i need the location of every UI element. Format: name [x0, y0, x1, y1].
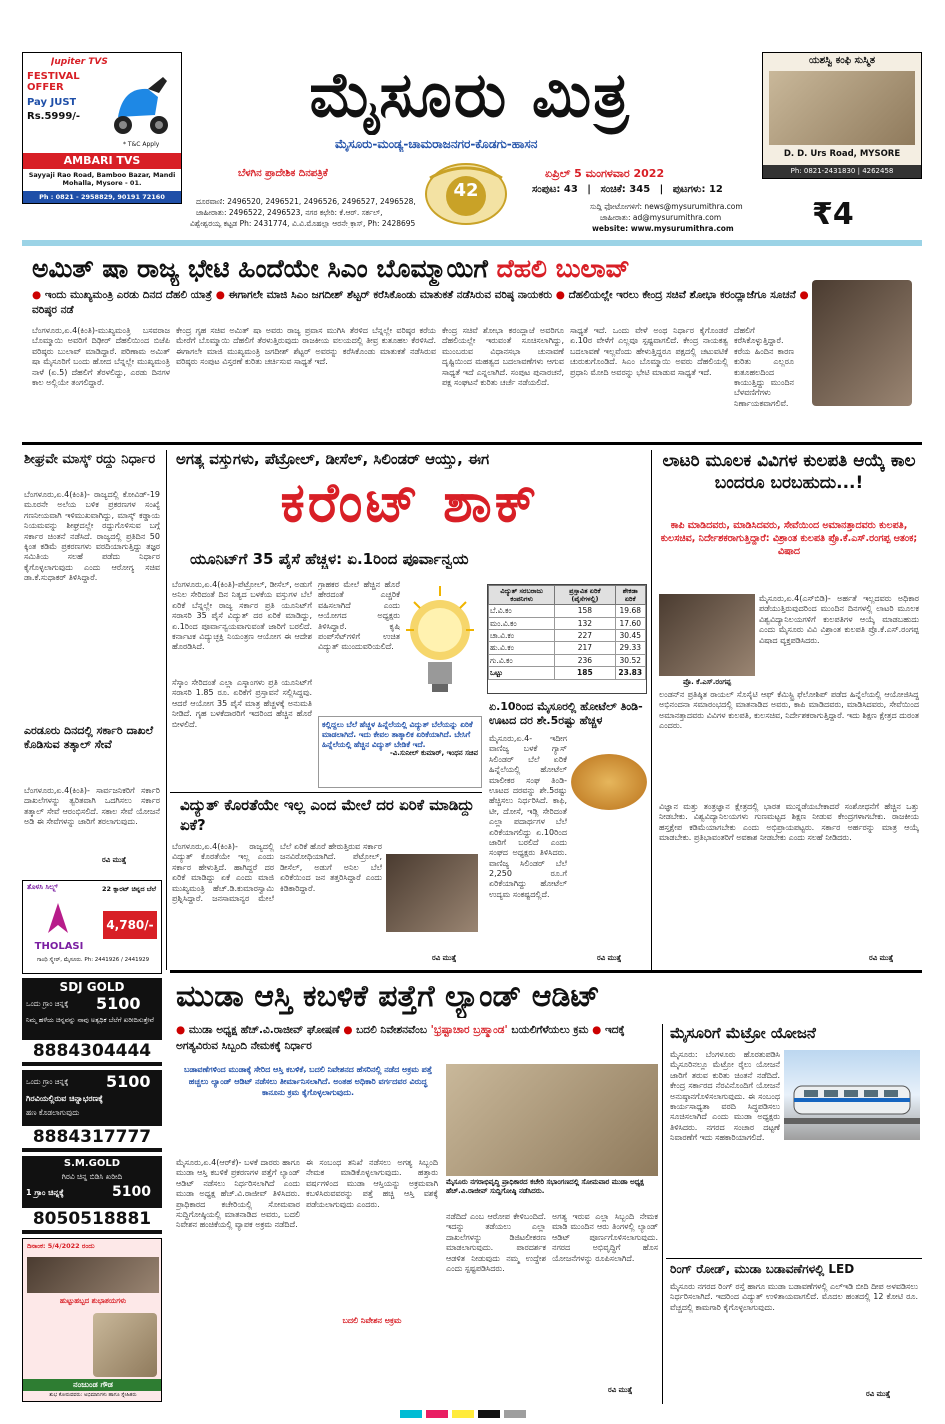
tariff-col-proposed: ಪ್ರಸ್ತಾವಿತ ಏರಿಕೆ (ಪೈಸೆಗಳಲ್ಲಿ): [555, 586, 615, 605]
tvs-ad[interactable]: [22, 52, 182, 204]
volume: ಸಂಪುಟ: 43: [532, 184, 578, 195]
tariff-header-row: [489, 586, 646, 605]
anniversary-number: 42: [453, 180, 479, 201]
giravi-ad[interactable]: [22, 1070, 162, 1152]
lead-headline-black: ಅಮಿತ್ ಷಾ ರಾಜ್ಯ ಭೇಟಿ ಹಿಂದೆಯೇ ಸಿಎಂ ಬೊಮ್ಮಾಯಿಗೆ: [32, 254, 488, 283]
hotel-headline: ಏ.10ರಿಂದ ಮೈಸೂರಲ್ಲಿ ಹೋಟೆಲ್ ತಿಂಡಿ-ಊಟದ ದರ ಶೇ.5ರಷ್ಟು ಹೆಚ್ಚಳ: [489, 700, 643, 728]
hdk-byline: ರವಿ ಮುತ್ತೈ: [432, 954, 457, 962]
table-row: [489, 667, 646, 679]
yashasvi-phone: Ph: 0821-2431830 | 4262458: [763, 165, 921, 178]
muda-bullet-2-red: 'ಭ್ರಷ್ಟಾಚಾರ ಬ್ರಹ್ಮಾಂಡ': [430, 1024, 508, 1036]
dealer-phone: Ph : 0821 - 2958829, 90191 72160: [23, 191, 181, 203]
bulb-image: [400, 582, 480, 708]
lead-col-1: ಬೆಂಗಳೂರು,ಏ.4(ಕಿಂತಿ)-ಮುಖ್ಯಮಂತ್ರಿ ಬಸವರಾಜ ಬೊಮ್ಮಾಯಿ ಅವರಿಗೆ ದಿಢೀರ್ ದೆಹಲಿಯಿಂದ ಬಿಜೆಪಿ ವರಿಷ್ಠರು ಬುಲಾವ್ ಮಾಡಿದ್ದಾರೆ. ಪರಿಣಾಮ ಅಮಿತ್ ಷಾ ಮೈಸೂರಿಗೆ ಬಂದು ಹೋದ ಬೆನ್ನಲ್ಲೇ ಮುಖ್ಯಮಂತ್ರಿ ನಾಳೆ (ಏ.5) ದೆಹಲಿಗೆ ತೆರಳಲಿದ್ದು, ಎರಡು ದಿನಗಳ ಕಾಲ ಅಲ್ಲಿಯೇ ತಂಗಲಿದ್ದಾರೆ.: [32, 326, 170, 387]
price: ₹4: [812, 197, 854, 232]
muda-bullet-3: ● ಇದಕ್ಕೆ ಅಗತ್ಯವಿರುವ ಸಿಬ್ಬಂದಿ ನೇಮಕಕ್ಕೆ ನಿರ್ಧಾರ: [176, 1024, 625, 1052]
ringroad-headline: ರಿಂಗ್ ರೋಡ್, ಮುಡಾ ಬಡಾವಣೆಗಳಲ್ಲಿ LED: [670, 1262, 855, 1276]
mask-body: ಬೆಂಗಳೂರು,ಏ.4(ಕಿಂತಿ)- ರಾಜ್ಯದಲ್ಲಿ ಕೋವಿಡ್-19 ಮೂರನೇ ಅಲೆಯ ಬಳಿಕ ಪ್ರಕರಣಗಳ ಸಂಖ್ಯೆ ಗಣನೀಯವಾಗಿ ಇಳಿಮುಖವಾಗಿದ್ದು, ಮಾಸ್ಕ್ ಕಡ್ಡಾಯ ನಿಯಮವನ್ನು ಶೀಘ್ರದಲ್ಲೇ ರದ್ದುಗೊಳಿಸುವ ಬಗ್ಗೆ ಸರ್ಕಾರ ಚಿಂತನೆ ನಡೆಸಿದೆ. ರಾಜ್ಯದಲ್ಲಿ ಪ್ರತಿದಿನ 50 ಕ್ಕಿಂತ ಕಡಿಮೆ ಪ್ರಕರಣಗಳು ವರದಿಯಾಗುತ್ತಿದ್ದು ತಜ್ಞರ ಸಮಿತಿಯ ಸಲಹೆ ಪಡೆದು ನಿರ್ಧಾರ ಕೈಗೊಳ್ಳಲಾಗುವುದು ಎಂದು ಆರೋಗ್ಯ ಸಚಿವ ಡಾ.ಕೆ.ಸುಧಾಕರ್ ತಿಳಿಸಿದ್ದಾರೆ.: [24, 490, 160, 583]
lottery-sub: ಕಾಪಿ ಮಾಡಿದವರು, ಮಾಡಿಸಿದವರು, ಸೇವೆಯಿಂದ ಅಮಾನತ್ತಾದವರು ಕುಲಪತಿ, ಕುಲಸಚಿವ, ನಿರ್ದೇಶಕರಾಗುತ್ತಿದ್ದಾರೆ: ವಿಶ್ರಾಂತ ಕುಲಪತಿ ಪ್ರೊ.ಕೆ.ಎಸ್.ರಂಗಪ್ಪ ಆತಂಕ; ವಿಷಾದ: [660, 520, 918, 557]
masthead-rule: [22, 240, 922, 246]
ringroad-byline: ರವಿ ಮುತ್ತೈ: [866, 1390, 891, 1398]
metro-image: [784, 1050, 920, 1140]
tholasi-price: 4,780/-: [103, 911, 157, 939]
scooter-image: [103, 67, 177, 141]
sdj-ad[interactable]: [22, 978, 162, 1066]
muda-story: [170, 976, 660, 1406]
anniversary-emblem: [420, 158, 512, 228]
yashasvi-name: ಯಶಸ್ವಿ ಕಂಫಿ ಸುಸ್ಮಿತ: [808, 55, 876, 66]
hdk-headline: ವಿದ್ಯುತ್ ಕೊರತೆಯೇ ಇಲ್ಲ ಎಂದ ಮೇಲೆ ದರ ಏರಿಕೆ ಮಾಡಿದ್ದು ಏಕೆ?: [180, 796, 475, 834]
muda-col-4: ಅಗತ್ಯ ಇರುವ ಎಲ್ಲಾ ಸಿಬ್ಬಂದಿ ನೇಮಕ ಮಾಡಿ ಮುಂದಿನ ಆರು ತಿಂಗಳಲ್ಲಿ ಲ್ಯಾಂಡ್ ಆಡಿಟ್ ಪೂರ್ಣಗೊಳಿಸಲಾಗುವುದು. ನಗರದ ಅಭಿವೃದ್ಧಿಗೆ ಹೊಸ ಯೋಜನೆಗಳನ್ನು ರೂಪಿಸಲಾಗಿದೆ.: [552, 1212, 658, 1263]
hotel-story: [487, 698, 647, 966]
regions: ಮೈಸೂರು-ಮಂಡ್ಯ-ಚಾಮರಾಜನಗರ-ಕೊಡಗು-ಹಾಸನ: [335, 137, 538, 151]
dosa-image: [571, 754, 647, 810]
phones-2: ಜಾಹೀರಾತು: 2496522, 2496523, ನಗರ ಕಛೇರಿ: ಕೆ.ಆರ್. ಸರ್ಕಲ್,: [196, 208, 383, 217]
muda-bullet-2: ● ಬದಲಿ ನಿವೇಶನವೆಂಬ: [343, 1024, 427, 1036]
website[interactable]: website: www.mysurumithra.com: [592, 224, 734, 233]
lead-bullet-1: ● ಇಂದು ಮುಖ್ಯಮಂತ್ರಿ ಎರಡು ದಿನದ ದೆಹಲಿ ಯಾತ್ರೆ: [32, 289, 212, 301]
table-cell: 19.68: [615, 605, 645, 617]
table-cell: 17.60: [615, 617, 645, 629]
birthday-photos: [27, 1257, 159, 1293]
date-line: ಏಪ್ರಿಲ್ 5 ಮಂಗಳವಾರ 2022: [545, 167, 665, 180]
table-cell: 185: [555, 667, 615, 679]
hdk-body: ಬೆಂಗಳೂರು,ಏ.4(ಕಿಂತಿ)- ರಾಜ್ಯದಲ್ಲಿ ವಿದ್ಯುತ್ ಕೊರತೆಯೇ ಇಲ್ಲ ಎಂದು ಸರ್ಕಾರ ಹೇಳುತ್ತಿದೆ. ಹಾಗಿದ್ದರೆ ದರ ಏರಿಕೆ ಮಾಡಿದ್ದು ಏಕೆ ಎಂದು ಮಾಜಿ ಮುಖ್ಯಮಂತ್ರಿ ಹೆಚ್.ಡಿ.ಕುಮಾರಸ್ವಾಮಿ ಪ್ರಶ್ನಿಸಿದ್ದಾರೆ. ಜನಸಾಮಾನ್ಯರ ಮೇಲೆ ಬೆಲೆ ಏರಿಕೆ ಹೊರೆ ಹೇರುತ್ತಿರುವ ಸರ್ಕಾರ ಜನವಿರೋಧಿಯಾಗಿದೆ. ಪೆಟ್ರೋಲ್, ಡೀಸೆಲ್, ಅಡುಗೆ ಅನಿಲ ಬೆಲೆ ಏರಿಕೆಯಿಂದ ಜನ ತತ್ತರಿಸಿದ್ದಾರೆ ಎಂದು ಕಿಡಿಕಾರಿದ್ದಾರೆ.: [172, 842, 382, 903]
muda-bullet-2-end: ಬಯಲಿಗೆಳೆಯಲು ಕ್ರಮ: [511, 1024, 589, 1036]
muda-press-photo: [446, 1064, 658, 1176]
email-news[interactable]: ಸುದ್ದಿ ಫೋಟೋಗಳಿಗೆ: news@mysurumithra.com: [590, 202, 743, 211]
power-quote: [318, 716, 482, 788]
tagline: ಬೆಳಗಿನ ಪ್ರಾದೇಶಿಕ ದಿನಪತ್ರಿಕೆ: [238, 168, 328, 179]
muda-col-1: ಮೈಸೂರು,ಏ.4(ಆರ್‌ಕೆ)- ಬಳಕೆ ದಾರರು ಹಾಗೂ ಮುಡಾ ಆಸ್ತಿ ಕಬಳಿಕೆ ಪ್ರಕರಣಗಳ ಪತ್ತೆಗೆ ಲ್ಯಾಂಡ್ ಆಡಿಟ್ ನಡೆಸಲು ನಿರ್ಧರಿಸಲಾಗಿದೆ ಎಂದು ಮುಡಾ ಅಧ್ಯಕ್ಷ ಹೆಚ್.ವಿ.ರಾಜೀವ್ ತಿಳಿಸಿದರು. ಪ್ರಾಧಿಕಾರದ ಕಚೇರಿಯಲ್ಲಿ ಸೋಮವಾರ ಸುದ್ದಿಗೋಷ್ಠಿಯಲ್ಲಿ ಮಾತನಾಡಿದ ಅವರು, ಬದಲಿ ನಿವೇಶನ ಹಂಚಿಕೆಯಲ್ಲಿ ವ್ಯಾಪಕ ಅಕ್ರಮ ನಡೆದಿದೆ.: [176, 1158, 300, 1230]
power-sub: ಯೂನಿಟ್‌ಗೆ 35 ಪೈಸೆ ಹೆಚ್ಚಳ: ಏ.1ರಿಂದ ಪೂರ್ವಾನ್ವಯ: [190, 550, 469, 568]
giravi-phone[interactable]: 8884317777: [22, 1126, 162, 1148]
left-byline: ರವಿ ಮುತ್ತೈ: [102, 856, 127, 864]
table-row: [489, 617, 646, 629]
table-cell: 217: [555, 642, 615, 654]
muda-bullets: [176, 1022, 660, 1055]
lead-bullet-3: ● ದೆಹಲಿಯಲ್ಲೇ ಇರಲು ಕೇಂದ್ರ ಸಚಿವೆ ಶೋಭಾ ಕರಂದ್ಲಾಜೆಗೂ ಸೂಚನೆ: [556, 289, 796, 301]
birthday-footer: ಶುಭ ಕೋರುವವರು: ಅಭಿಮಾನಿಗಳು ಹಾಗೂ ಸ್ನೇಹಿತರು: [49, 1392, 137, 1398]
tatkal-headline: ಎರಡೂರು ದಿನದಲ್ಲಿ ಸರ್ಕಾರಿ ದಾಖಲೆ ಕೊಡಿಸುವ ತತ್ಕಾಲ್ ಸೇವೆ: [24, 724, 154, 752]
lead-headline-red: ದೆಹಲಿ ಬುಲಾವ್: [496, 254, 630, 283]
lottery-col-1: ಮೈಸೂರು,ಏ.4(ಎಸ್‌ಬಿಡಿ)- ಅರ್ಹತೆ ಇಲ್ಲದವರು ಅಧಿಕಾರ ಪಡೆಯುತ್ತಿರುವುದರಿಂದ ಮುಂದಿನ ದಿನಗಳಲ್ಲಿ ಲಾಟರಿ ಮೂಲಕ ವಿಶ್ವವಿದ್ಯಾನಿಲಯಗಳಿಗೆ ಕುಲಪತಿಗಳ ಆಯ್ಕೆ ಮಾಡಬಹುದು ಎಂದು ಮೈಸೂರು ವಿವಿ ವಿಶ್ರಾಂತ ಕುಲಪತಿ ಪ್ರೊ.ಕೆ.ಎಸ್.ರಂಗಪ್ಪ ವಿಷಾದ ವ್ಯಕ್ತಪಡಿಸಿದರು.: [759, 594, 919, 645]
giravi-line2: ಗಿರವಿಯಲ್ಲಿರುವ ಚಿನ್ನಾಭರಣಕ್ಕೆ: [26, 1094, 103, 1103]
tholasi-name: THOLASI: [34, 941, 84, 952]
lottery-col-2: ಲಂಡನ್‌ನ ಪ್ರತಿಷ್ಠಿತ ರಾಯಲ್ ಸೊಸೈಟಿ ಆಫ್ ಕೆಮಿಸ್ಟ್ರಿ ಫೆಲೋಶಿಪ್ ಪಡೆದ ಹಿನ್ನೆಲೆಯಲ್ಲಿ ಆಯೋಜಿಸಿದ್ದ ಅಭಿನಂದನಾ ಸಮಾರಂಭದಲ್ಲಿ ಮಾತನಾಡಿದ ಅವರು, ಕಾಪಿ ಮಾಡಿದವರು, ಮಾಡಿಸಿದವರು, ಸೇವೆಯಿಂದ ಅಮಾನತ್ತಾದವರು ವಿವಿಗಳ ಕುಲಪತಿ, ಕುಲಸಚಿವ, ನಿರ್ದೇಶಕರಾಗುತ್ತಿದ್ದಾರೆ. ಇದು ಶಿಕ್ಷಣ ಕ್ಷೇತ್ರದ ದುರಂತ ಎಂದರು.: [659, 690, 919, 731]
tariff-col-percent: ಶೇಕಡಾ ಏರಿಕೆ: [615, 586, 645, 605]
issue: ಸಂಚಿಕೆ: 345: [600, 184, 651, 195]
table-cell: 158: [555, 605, 615, 617]
muda-col-2: ಈ ಸಂಬಂಧ ತನಿಖೆ ನಡೆಸಲು ಅಗತ್ಯ ಸಿಬ್ಬಂದಿ ನೇಮಕ ಮಾಡಿಕೊಳ್ಳಲಾಗುವುದು. ಹತ್ತಾರು ವರ್ಷಗಳಿಂದ ಮುಡಾ ಆಸ್ತಿಯನ್ನು ಅಕ್ರಮವಾಗಿ ಕಬಳಿಸಿರುವವರನ್ನು ಪತ್ತೆ ಹಚ್ಚಿ ಆಸ್ತಿ ವಶಕ್ಕೆ ಪಡೆಯಲಾಗುವುದು ಎಂದರು.: [306, 1158, 438, 1209]
muda-photo-caption: ಮೈಸೂರು ನಗರಾಭಿವೃದ್ಧಿ ಪ್ರಾಧಿಕಾರದ ಕಚೇರಿ ಸಭಾಂಗಣದಲ್ಲಿ ಸೋಮವಾರ ಮುಡಾ ಅಧ್ಯಕ್ಷ ಹೆಚ್.ವಿ.ರಾಜೀವ್ ಸುದ್ದಿಗೋಷ್ಠಿ ನಡೆಸಿದರು.: [446, 1178, 644, 1196]
tariff-table: [487, 584, 647, 694]
rangappa-photo: [659, 594, 755, 676]
muda-headline: ಮುಡಾ ಆಸ್ತಿ ಕಬಳಿಕೆ ಪತ್ತೆಗೆ ಲ್ಯಾಂಡ್ ಆಡಿಟ್: [176, 979, 600, 1014]
smgold-price: 5100: [112, 1184, 151, 1200]
yashasvi-ad[interactable]: [762, 52, 922, 179]
table-cell: 236: [555, 654, 615, 666]
birthday-line1: ದಿನಾಂಕ: 5/4/2022 ರಂದು: [27, 1242, 95, 1250]
lead-col-5: ದೆಹಲಿಗೆ ಕರೆಸಿಕೊಳ್ಳುತ್ತಿದ್ದಾರೆ. ಕರೆಯ ಹಿಂದಿನ ಕಾರಣ ಕುರಿತು ಎಲ್ಲರೂ ಕುತೂಹಲದಿಂದ ಕಾಯುತ್ತಿದ್ದು ಮುಂದಿನ ಬೆಳವಣಿಗೆಗಳು ನಿರ್ಣಾಯಕವಾಗಲಿವೆ.: [734, 326, 794, 408]
tvs-brand: Jupiter TVS: [51, 57, 108, 67]
giravi-line3: ಹಣ ಕೊಡಲಾಗುವುದು: [26, 1108, 80, 1117]
smgold-phone[interactable]: 8050518881: [22, 1208, 162, 1230]
tholasi-logo: [33, 899, 83, 939]
rule-2: [170, 970, 922, 973]
table-cell: ಮಂ.ವಿ.ಕಂ: [489, 617, 555, 629]
hotel-byline: ರವಿ ಮುತ್ತೈ: [597, 954, 622, 962]
lead-bullets: [32, 288, 912, 318]
table-cell: ಒಟ್ಟು: [489, 667, 555, 679]
table-row: [489, 654, 646, 666]
masthead: [0, 0, 945, 250]
power-headline: ಕರೆಂಟ್ ಶಾಕ್: [280, 472, 540, 532]
ringroad-story: [666, 1262, 922, 1404]
power-col-1: ಬೆಂಗಳೂರು,ಏ.4(ಕಿಂತಿ)-ಪೆಟ್ರೋಲ್, ಡೀಸೆಲ್, ಅಡುಗೆ ಅನಿಲ ಸೇರಿದಂತೆ ದಿನ ನಿತ್ಯದ ಬಳಕೆಯ ವಸ್ತುಗಳ ಬೆಲೆ ಏರಿಕೆ ಬೆನ್ನಲ್ಲೇ ರಾಜ್ಯ ಸರ್ಕಾರ ಪ್ರತಿ ಯೂನಿಟ್‌ಗೆ ಸರಾಸರಿ 35 ಪೈಸೆ ವಿದ್ಯುತ್ ದರ ಏರಿಕೆ ಮಾಡಿದ್ದು, ಏ.1ರಿಂದ ಪೂರ್ವಾನ್ವಯವಾಗುವಂತೆ ಜಾರಿಗೆ ಬರಲಿದೆ. ಕರ್ನಾಟಕ ವಿದ್ಯುಚ್ಛಕ್ತಿ ನಿಯಂತ್ರಣ ಆಯೋಗ ಈ ಆದೇಶ ಹೊರಡಿಸಿದೆ.: [172, 580, 312, 652]
lead-story: [22, 250, 922, 440]
table-row: [489, 605, 646, 617]
table-cell: 29.33: [615, 642, 645, 654]
building-image: [769, 71, 915, 145]
metro-body: ಮೈಸೂರು: ಬೆಂಗಳೂರು ಹೊರತುಪಡಿಸಿ ಮೈಸೂರಿನಲ್ಲೂ ಮೆಟ್ರೋ ರೈಲು ಯೋಜನೆ ಜಾರಿಗೆ ತರುವ ಕುರಿತು ಚಿಂತನೆ ನಡೆದಿದೆ. ಕೇಂದ್ರ ಸರ್ಕಾರದ ನೆರವಿನೊಂದಿಗೆ ಯೋಜನೆ ಅನುಷ್ಠಾನಗೊಳಿಸಲಾಗುವುದು. ಈ ಸಂಬಂಧ ಕಾರ್ಯಸಾಧ್ಯತಾ ವರದಿ ಸಿದ್ಧಪಡಿಸಲು ಸೂಚಿಸಲಾಗಿದೆ ಎಂದು ಮುಡಾ ಅಧ್ಯಕ್ಷರು ತಿಳಿಸಿದರು. ನಗರದ ಸಂಚಾರ ದಟ್ಟಣೆ ನಿವಾರಣೆಗೆ ಇದು ಸಹಕಾರಿಯಾಗಲಿದೆ.: [670, 1050, 780, 1143]
festival-offer: FESTIVAL OFFER: [27, 71, 80, 93]
muda-col-3: ನಡೆದಿದೆ ಎಂಬ ಆರೋಪ ಕೇಳಿಬಂದಿದೆ. ಇದನ್ನು ತಡೆಯಲು ಎಲ್ಲಾ ದಾಖಲೆಗಳನ್ನು ಡಿಜಿಟಲೀಕರಣ ಮಾಡಲಾಗುವುದು. ಪಾರದರ್ಶಕ ಆಡಳಿತ ನೀಡುವುದು ನಮ್ಮ ಉದ್ದೇಶ ಎಂದು ಸ್ಪಷ್ಟಪಡಿಸಿದರು.: [446, 1212, 546, 1273]
giravi-price: 5100: [106, 1072, 151, 1091]
power-quote-by: -ವಿ.ಸುನೀಲ್ ಕುಮಾರ್, ಇಂಧನ ಸಚಿವ: [389, 749, 478, 758]
smgold-line2: 1 ಗ್ರಾಂ ಚಿನ್ನಕ್ಕೆ: [26, 1188, 64, 1197]
smgold-name: S.M.GOLD: [63, 1158, 121, 1169]
dealer-name: AMBARI TVS: [23, 153, 181, 169]
table-cell: ಗು.ವಿ.ಕಂ: [489, 654, 555, 666]
power-col-2: ಗ್ರಾಹಕರ ಮೇಲೆ ಹೆಚ್ಚಿನ ಹೊರೆ ಹೇರದಂತೆ ಎಚ್ಚರಿಕೆ ವಹಿಸಲಾಗಿದೆ ಎಂದು ಆಯೋಗದ ಅಧ್ಯಕ್ಷರು ತಿಳಿಸಿದ್ದಾರೆ. ಕೃಷಿ ಪಂಪ್‌ಸೆಟ್‌ಗಳಿಗೆ ಉಚಿತ ವಿದ್ಯುತ್ ಮುಂದುವರಿಯಲಿದೆ.: [318, 580, 400, 652]
sdj-phone[interactable]: 8884304444: [22, 1040, 162, 1062]
newspaper-title: ಮೈಸೂರು ಮಿತ್ರ: [309, 58, 631, 131]
muda-intro: ಬಡಾವಣೆಗಳಿಂದ ಮುಡಾಕ್ಕೆ ಸೇರಿದ ಆಸ್ತಿ ಕಬಳಿಕೆ, ಬದಲಿ ನಿವೇಶನದ ಹೆಸರಿನಲ್ಲಿ ನಡೆದ ಅಕ್ರಮ ಪತ್ತೆ ಹಚ್ಚಲು ಲ್ಯಾಂಡ್ ಆಡಿಟ್ ನಡೆಸಲು ತೀರ್ಮಾನಿಸಲಾಗಿದೆ. ಅಂತಹ ಅಧಿಕಾರಿ ವರ್ಗದವರ ವಿರುದ್ಧ ಕಾನೂನು ಕ್ರಮ ಕೈಗೊಳ್ಳಲಾಗುವುದು.: [183, 1065, 433, 1098]
giravi-line1: ಒಂದು ಗ್ರಾಂ ಚಿನ್ನಕ್ಕೆ: [26, 1078, 69, 1086]
table-cell: ಹು.ವಿ.ಕಂ: [489, 642, 555, 654]
sdj-line1: ಒಂದು ಗ್ರಾಂ ಚಿನ್ನಕ್ಕೆ: [26, 1000, 69, 1008]
rangappa-caption: ಪ್ರೊ. ಕೆ.ಎಸ್.ರಂಗಪ್ಪ: [682, 678, 732, 686]
mask-headline: ಶೀಘ್ರವೇ ಮಾಸ್ಕ್ ರದ್ದು ನಿರ್ಧಾರ: [24, 452, 156, 467]
left-column: [22, 450, 162, 870]
lead-bullet-2: ● ಈಗಾಗಲೇ ಮಾಜಿ ಸಿಎಂ ಜಗದೀಶ್ ಶೆಟ್ಟರ್ ಕರೆಸಿಕೊಂಡು ಮಾತುಕತೆ ನಡೆಸಿರುವ ವರಿಷ್ಠ ನಾಯಕರು: [216, 289, 552, 301]
tc-apply: * T&C Apply: [123, 141, 160, 148]
birthday-name: ನಂಜುಂಡ ಗೌಡ: [23, 1379, 162, 1391]
hdk-story: [170, 794, 482, 966]
lead-col-3: ಕೇಂದ್ರ ಸಚಿವೆ ಶೋಭಾ ಕರಂದ್ಲಾಜೆ ಅವರಿಗೂ ದೆಹಲಿಯಲ್ಲೇ ಇರುವಂತೆ ಸೂಚಿಸಲಾಗಿದ್ದು, ಮುಂಬರುವ ವಿಧಾನಸಭಾ ಚುನಾವಣೆ ದೃಷ್ಟಿಯಿಂದ ಮಹತ್ವದ ಬದಲಾವಣೆಗಳು ಆಗುವ ಸಾಧ್ಯತೆ ಇದೆ ಎನ್ನಲಾಗಿದೆ. ಸಂಪುಟ ಪುನಾರಚನೆ, ಪಕ್ಷ ಸಂಘಟನೆ ಕುರಿತು ಚರ್ಚೆ ನಡೆಯಲಿದೆ.: [442, 326, 564, 387]
tholasi-ad[interactable]: [22, 880, 162, 974]
muda-bullet-1: ● ಮುಡಾ ಅಧ್ಯಕ್ಷ ಹೆಚ್.ವಿ.ರಾಜೀವ್ ಘೋಷಣೆ: [176, 1024, 340, 1036]
birthday-main-photo: [93, 1313, 157, 1377]
tatkal-body: ಬೆಂಗಳೂರು,ಏ.4(ಕಿಂತಿ)- ಸಾರ್ವಜನಿಕರಿಗೆ ಸರ್ಕಾರಿ ದಾಖಲೆಗಳನ್ನು ತ್ವರಿತವಾಗಿ ಒದಗಿಸಲು ಸರ್ಕಾರ ತತ್ಕಾಲ್ ಸೇವೆ ಆರಂಭಿಸಲಿದೆ. ಸಕಾಲ ಸೇವೆ ಯೋಜನೆ ಅಡಿ ಈ ಸೇವೆಗಳನ್ನು ಜಾರಿಗೆ ತರಲಾಗುವುದು.: [24, 786, 160, 827]
tariff-col-company: ವಿದ್ಯುತ್ ಸರಬರಾಜು ಕಂಪನಿಗಳು: [489, 586, 555, 605]
rule-hdk: [170, 792, 482, 793]
ringroad-body: ಮೈಸೂರು ನಗರದ ರಿಂಗ್ ರಸ್ತೆ ಹಾಗೂ ಮುಡಾ ಬಡಾವಣೆಗಳಲ್ಲಿ ಎಲ್‌ಇಡಿ ಬೀದಿ ದೀಪ ಅಳವಡಿಸಲು ನಿರ್ಧರಿಸಲಾಗಿದೆ. ಇದರಿಂದ ವಿದ್ಯುತ್ ಉಳಿತಾಯವಾಗಲಿದೆ. ಮೊದಲ ಹಂತದಲ್ಲಿ 12 ಕೋಟಿ ರೂ. ವೆಚ್ಚದಲ್ಲಿ ಕಾಮಗಾರಿ ಕೈಗೊಳ್ಳಲಾಗುವುದು.: [670, 1282, 918, 1312]
registration-marks: [400, 1410, 550, 1420]
phones-3: ವಿಶ್ವೇಶ್ವರಯ್ಯ ಕಟ್ಟಡ Ph: 2431774, ವಿ.ವಿ.ಮೊಹಲ್ಲಾ ಆರನೇ ಕ್ರಾಸ್, Ph: 2428695: [190, 219, 416, 228]
pay-just: Pay JUST: [27, 97, 77, 108]
vrule-bottom: [662, 1024, 663, 1404]
table-cell: ಚಾ.ವಿ.ಕಂ: [489, 630, 555, 642]
lottery-headline: ಲಾಟರಿ ಮೂಲಕ ವಿವಿಗಳ ಕುಲಪತಿ ಆಯ್ಕೆ ಕಾಲ ಬಂದರೂ ಬರಬಹುದು...!: [662, 451, 916, 494]
rule-ringroad: [666, 1258, 922, 1259]
tholasi-top: ತೊಳಸಿ ಸಿಲ್ಕ್ಸ್: [27, 883, 58, 891]
birthday-ad[interactable]: [22, 1238, 162, 1402]
vrule-right: [651, 450, 652, 970]
table-row: [489, 642, 646, 654]
tholasi-address: ಗಾಂಧಿ ಸ್ಕ್ವೇರ್, ಮೈಸೂರು. Ph: 2441926 / 2441929: [36, 957, 150, 963]
pay-amount: Rs.5999/-: [27, 111, 81, 122]
vrule-left: [166, 450, 167, 970]
smgold-ad[interactable]: [22, 1156, 162, 1234]
sdj-price: 5100: [96, 994, 141, 1013]
tholasi-offer: 22 ಕ್ಯಾರಟ್ ಚಿನ್ನದ ಬೆಲೆ: [102, 885, 156, 893]
table-cell: 23.83: [615, 667, 645, 679]
issue-line: ಸಂಪುಟ: 43 | ಸಂಚಿಕೆ: 345 | ಪುಟಗಳು: 12: [532, 184, 723, 195]
table-cell: 30.52: [615, 654, 645, 666]
lead-col-2: ಕೇಂದ್ರ ಗೃಹ ಸಚಿವ ಅಮಿತ್ ಷಾ ಅವರು ರಾಜ್ಯ ಪ್ರವಾಸ ಮುಗಿಸಿ ತೆರಳಿದ ಬೆನ್ನಲ್ಲೇ ವರಿಷ್ಠರ ಕರೆಯ ಮೇರೆಗೆ ಬೊಮ್ಮಾಯಿ ದೆಹಲಿಗೆ ತೆರಳುತ್ತಿರುವುದು ರಾಜಕೀಯ ವಲಯದಲ್ಲಿ ತೀವ್ರ ಕುತೂಹಲ ಕೆರಳಿಸಿದೆ. ಈಗಾಗಲೇ ಮಾಜಿ ಮುಖ್ಯಮಂತ್ರಿ ಜಗದೀಶ್ ಶೆಟ್ಟರ್ ಅವರನ್ನು ಕರೆಸಿಕೊಂಡು ಮಾತುಕತೆ ನಡೆಸಿರುವ ವರಿಷ್ಠರು ಸಂಪುಟ ವಿಸ್ತರಣೆ ಕುರಿತು ಚರ್ಚಿಸುವ ಸಾಧ್ಯತೆ ಇದೆ.: [176, 326, 436, 367]
hotel-body: ಮೈಸೂರು,ಏ.4- ಇದೀಗ ವಾಣಿಜ್ಯ ಬಳಕೆ ಗ್ಯಾಸ್ ಸಿಲಿಂಡರ್ ಬೆಲೆ ಏರಿಕೆ ಹಿನ್ನೆಲೆಯಲ್ಲಿ ಹೋಟೆಲ್ ಮಾಲೀಕರ ಸಂಘ ತಿಂಡಿ-ಊಟದ ದರವನ್ನು ಶೇ.5ರಷ್ಟು ಹೆಚ್ಚಿಸಲು ನಿರ್ಧರಿಸಿದೆ. ಕಾಫಿ, ಟೀ, ದೋಸೆ, ಇಡ್ಲಿ ಸೇರಿದಂತೆ ಎಲ್ಲಾ ಪದಾರ್ಥಗಳ ಬೆಲೆ ಏರಿಕೆಯಾಗಲಿದ್ದು ಏ.10ರಿಂದ ಜಾರಿಗೆ ಬರಲಿದೆ ಎಂದು ಸಂಘದ ಅಧ್ಯಕ್ಷರು ತಿಳಿಸಿದರು. ವಾಣಿಜ್ಯ ಸಿಲಿಂಡರ್ ಬೆಲೆ 2,250 ರೂ.ಗೆ ಏರಿಕೆಯಾಗಿದ್ದು ಹೋಟೆಲ್ ಉದ್ಯಮ ಸಂಕಷ್ಟದಲ್ಲಿದೆ.: [489, 734, 567, 899]
sdj-line2: ನಿಮ್ಮ ಹಳೆಯ ಚಿನ್ನವನ್ನು ನಾವು ಅತ್ಯಧಿಕ ಬೆಲೆಗೆ ಖರೀದಿಸುತ್ತೇವೆ: [26, 1016, 154, 1024]
power-quote-text: ಕಲ್ಲಿದ್ದಲು ಬೆಲೆ ಹೆಚ್ಚಳ ಹಿನ್ನೆಲೆಯಲ್ಲಿ ವಿದ್ಯುತ್ ಬೆಲೆಯನ್ನು ಏರಿಕೆ ಮಾಡಲಾಗಿದೆ. ಇದು ಕೇವಲ ತಾತ್ಕಾಲಿಕ ಏರಿಕೆಯಾಗಿದೆ. ಬೇಸಿಗೆ ಹಿನ್ನೆಲೆಯಲ್ಲಿ ಹೆಚ್ಚಿನ ವಿದ್ಯುತ್ ಬೇಡಿಕೆ ಇದೆ.: [322, 720, 473, 749]
hdk-photo: [386, 854, 478, 932]
table-cell: 30.45: [615, 630, 645, 642]
lottery-story: [655, 448, 922, 968]
pages: ಪುಟಗಳು: 12: [672, 184, 723, 195]
lead-bullet-4: ● ವರಿಷ್ಠರ ನಡೆ: [32, 289, 907, 316]
bommai-photo: [812, 280, 912, 406]
lead-col-4: ಸಾಧ್ಯತೆ ಇದೆ. ಒಂದು ವೇಳೆ ಅಂಥ ನಿರ್ಧಾರ ಕೈಗೊಂಡರೆ ಏ.10ರ ವೇಳೆಗೆ ಎಲ್ಲವೂ ಸ್ಪಷ್ಟವಾಗಲಿದೆ. ಕೇಂದ್ರ ನಾಯಕತ್ವ ಬದಲಾವಣೆ ಇಲ್ಲವೆಂದು ಹೇಳುತ್ತಿದ್ದರೂ ಪಕ್ಷದಲ್ಲಿ ಚಟುವಟಿಕೆ ಚುರುಕುಗೊಂಡಿದೆ. ಸಿಎಂ ಬೊಮ್ಮಾಯಿ ಅವರು ದೆಹಲಿಯಲ್ಲಿ ಪ್ರಧಾನಿ ಮೋದಿ ಅವರನ್ನು ಭೇಟಿ ಮಾಡುವ ಸಾಧ್ಯತೆ ಇದೆ.: [570, 326, 728, 377]
metro-headline: ಮೈಸೂರಿಗೆ ಮೆಟ್ರೋ ಯೋಜನೆ: [670, 1024, 816, 1042]
lead-headline: [32, 252, 922, 286]
dealer-address: Sayyaji Rao Road, Bamboo Bazar, Mandi Mohalla, Mysore - 01.: [28, 171, 176, 188]
birthday-line2: ಹುಟ್ಟುಹಬ್ಬದ ಶುಭಾಶಯಗಳು: [59, 1297, 127, 1305]
lottery-byline: ರವಿ ಮುತ್ತೈ: [869, 954, 894, 962]
table-cell: 132: [555, 617, 615, 629]
table-cell: ಬೆ.ವಿ.ಕಂ: [489, 605, 555, 617]
tariff-table-grid: [488, 585, 646, 680]
table-row: [489, 630, 646, 642]
lottery-col-3: ವಿಜ್ಞಾನ ಮತ್ತು ತಂತ್ರಜ್ಞಾನ ಕ್ಷೇತ್ರದಲ್ಲಿ ಭಾರತ ಮುನ್ನಡೆಯಬೇಕಾದರೆ ಸಂಶೋಧನೆಗೆ ಹೆಚ್ಚಿನ ಒತ್ತು ನೀಡಬೇಕು. ವಿಶ್ವವಿದ್ಯಾನಿಲಯಗಳು ಗುಣಮಟ್ಟದ ಶಿಕ್ಷಣ ನೀಡುವ ಕೇಂದ್ರಗಳಾಗಬೇಕು. ರಾಜಕೀಯ ಹಸ್ತಕ್ಷೇಪ ಕಡಿಮೆಯಾಗಬೇಕು ಎಂದು ಅಭಿಪ್ರಾಯಪಟ್ಟರು. ಸರ್ಕಾರ ಅರ್ಹರನ್ನು ಮಾತ್ರ ಆಯ್ಕೆ ಮಾಡಬೇಕು. ಪ್ರತಿಭಾವಂತರಿಗೆ ಅವಕಾಶ ನೀಡಬೇಕು ಎಂದು ಸಲಹೆ ನೀಡಿದರು.: [659, 802, 919, 843]
power-col-1b: ಸೆಸ್ಕಾಂ ಸೇರಿದಂತೆ ಎಲ್ಲಾ ಎಸ್ಕಾಂಗಳು ಪ್ರತಿ ಯೂನಿಟ್‌ಗೆ ಸರಾಸರಿ 1.85 ರೂ. ಏರಿಕೆಗೆ ಪ್ರಸ್ತಾವನೆ ಸಲ್ಲಿಸಿದ್ದವು. ಆದರೆ ಆಯೋಗ 35 ಪೈಸೆ ಮಾತ್ರ ಹೆಚ್ಚಳಕ್ಕೆ ಅನುಮತಿ ನೀಡಿದೆ. ಗೃಹ ಬಳಕೆದಾರರಿಗೆ ಇದರಿಂದ ಹೆಚ್ಚಿನ ಹೊರೆ ಬೀಳಲಿದೆ.: [172, 678, 312, 729]
table-cell: 227: [555, 630, 615, 642]
yashasvi-address: D. D. Urs Road, MYSORE: [783, 149, 901, 159]
phones-1: ದೂರವಾಣಿ: 2496520, 2496521, 2496526, 2496527, 2496528,: [196, 197, 416, 206]
email-ad[interactable]: ಜಾಹೀರಾತು: ad@mysurumithra.com: [600, 213, 722, 222]
smgold-line1: ಗಿರವಿ ಚಿನ್ನ ಬಿಡಿಸಿ ಖರೀದಿ: [61, 1172, 123, 1181]
metro-story: [666, 1024, 922, 1256]
sdj-name: SDJ GOLD: [59, 980, 125, 994]
rule-1: [22, 442, 922, 445]
muda-subhead: ಬದಲಿ ನಿವೇಶನ ಅಕ್ರಮ: [342, 1316, 402, 1325]
muda-byline: ರವಿ ಮುತ್ತೈ: [608, 1386, 633, 1394]
power-kicker: ಅಗತ್ಯ ವಸ್ತುಗಳು, ಪೆಟ್ರೋಲ್, ಡೀಸೆಲ್, ಸಿಲಿಂಡರ್ ಆಯ್ತು, ಈಗ: [176, 450, 490, 468]
